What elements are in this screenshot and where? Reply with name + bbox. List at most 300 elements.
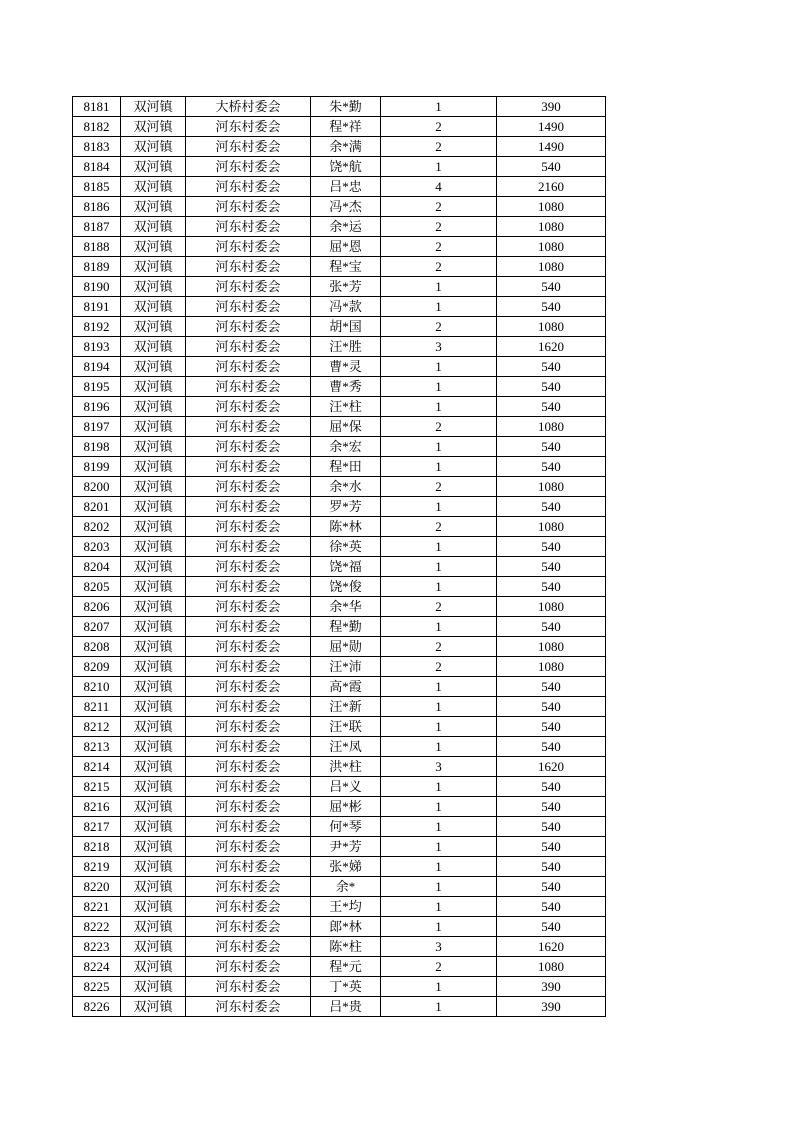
village-cell: 河东村委会 [186, 357, 311, 377]
town-cell: 双河镇 [121, 557, 186, 577]
amount-cell: 540 [497, 397, 606, 417]
town-cell: 双河镇 [121, 397, 186, 417]
town-cell: 双河镇 [121, 717, 186, 737]
town-cell: 双河镇 [121, 277, 186, 297]
name-cell: 屈*彬 [311, 797, 381, 817]
row-number-cell: 8212 [73, 717, 121, 737]
town-cell: 双河镇 [121, 617, 186, 637]
village-cell: 河东村委会 [186, 197, 311, 217]
village-cell: 河东村委会 [186, 497, 311, 517]
village-cell: 河东村委会 [186, 977, 311, 997]
table-row [73, 97, 606, 117]
count-cell: 1 [381, 997, 497, 1017]
row-number-cell: 8201 [73, 497, 121, 517]
count-cell: 2 [381, 637, 497, 657]
name-cell: 吕*贵 [311, 997, 381, 1017]
count-cell: 2 [381, 317, 497, 337]
amount-cell: 390 [497, 97, 606, 117]
spreadsheet-page [72, 96, 606, 1017]
town-cell: 双河镇 [121, 697, 186, 717]
amount-cell: 1080 [497, 477, 606, 497]
name-cell: 余* [311, 877, 381, 897]
name-cell: 汪*联 [311, 717, 381, 737]
table-row [73, 817, 606, 837]
table-row [73, 757, 606, 777]
name-cell: 余*运 [311, 217, 381, 237]
village-cell: 河东村委会 [186, 597, 311, 617]
amount-cell: 540 [497, 877, 606, 897]
row-number-cell: 8199 [73, 457, 121, 477]
count-cell: 2 [381, 257, 497, 277]
town-cell: 双河镇 [121, 137, 186, 157]
village-cell: 河东村委会 [186, 757, 311, 777]
row-number-cell: 8211 [73, 697, 121, 717]
amount-cell: 1080 [497, 217, 606, 237]
amount-cell: 540 [497, 697, 606, 717]
town-cell: 双河镇 [121, 357, 186, 377]
count-cell: 1 [381, 537, 497, 557]
name-cell: 余*宏 [311, 437, 381, 457]
name-cell: 饶*航 [311, 157, 381, 177]
row-number-cell: 8216 [73, 797, 121, 817]
town-cell: 双河镇 [121, 837, 186, 857]
table-row [73, 617, 606, 637]
table-row [73, 497, 606, 517]
amount-cell: 540 [497, 357, 606, 377]
town-cell: 双河镇 [121, 377, 186, 397]
name-cell: 汪*胜 [311, 337, 381, 357]
table-row [73, 397, 606, 417]
row-number-cell: 8189 [73, 257, 121, 277]
table-row [73, 197, 606, 217]
village-cell: 河东村委会 [186, 817, 311, 837]
count-cell: 1 [381, 617, 497, 637]
row-number-cell: 8224 [73, 957, 121, 977]
row-number-cell: 8198 [73, 437, 121, 457]
count-cell: 3 [381, 337, 497, 357]
name-cell: 罗*芳 [311, 497, 381, 517]
count-cell: 1 [381, 837, 497, 857]
village-cell: 河东村委会 [186, 417, 311, 437]
row-number-cell: 8217 [73, 817, 121, 837]
table-row [73, 517, 606, 537]
table-row [73, 997, 606, 1017]
table-row [73, 777, 606, 797]
town-cell: 双河镇 [121, 897, 186, 917]
village-cell: 河东村委会 [186, 477, 311, 497]
table-row [73, 897, 606, 917]
count-cell: 4 [381, 177, 497, 197]
row-number-cell: 8186 [73, 197, 121, 217]
name-cell: 程*祥 [311, 117, 381, 137]
row-number-cell: 8197 [73, 417, 121, 437]
table-row [73, 597, 606, 617]
name-cell: 何*琴 [311, 817, 381, 837]
amount-cell: 1620 [497, 937, 606, 957]
row-number-cell: 8223 [73, 937, 121, 957]
table-row [73, 957, 606, 977]
table-row [73, 357, 606, 377]
name-cell: 王*均 [311, 897, 381, 917]
table-row [73, 697, 606, 717]
table-row [73, 477, 606, 497]
village-cell: 河东村委会 [186, 117, 311, 137]
table-row [73, 557, 606, 577]
village-cell: 河东村委会 [186, 337, 311, 357]
village-cell: 河东村委会 [186, 297, 311, 317]
town-cell: 双河镇 [121, 817, 186, 837]
row-number-cell: 8183 [73, 137, 121, 157]
amount-cell: 1620 [497, 757, 606, 777]
row-number-cell: 8209 [73, 657, 121, 677]
village-cell: 河东村委会 [186, 517, 311, 537]
row-number-cell: 8207 [73, 617, 121, 637]
count-cell: 2 [381, 517, 497, 537]
town-cell: 双河镇 [121, 677, 186, 697]
village-cell: 河东村委会 [186, 277, 311, 297]
table-row [73, 537, 606, 557]
row-number-cell: 8203 [73, 537, 121, 557]
count-cell: 2 [381, 197, 497, 217]
row-number-cell: 8192 [73, 317, 121, 337]
town-cell: 双河镇 [121, 917, 186, 937]
town-cell: 双河镇 [121, 197, 186, 217]
count-cell: 1 [381, 457, 497, 477]
table-row [73, 317, 606, 337]
count-cell: 2 [381, 477, 497, 497]
town-cell: 双河镇 [121, 477, 186, 497]
village-cell: 河东村委会 [186, 957, 311, 977]
row-number-cell: 8193 [73, 337, 121, 357]
count-cell: 1 [381, 557, 497, 577]
amount-cell: 540 [497, 577, 606, 597]
amount-cell: 390 [497, 977, 606, 997]
count-cell: 1 [381, 97, 497, 117]
row-number-cell: 8205 [73, 577, 121, 597]
table-row [73, 217, 606, 237]
row-number-cell: 8184 [73, 157, 121, 177]
table-row [73, 297, 606, 317]
table-row [73, 857, 606, 877]
row-number-cell: 8187 [73, 217, 121, 237]
table-row [73, 657, 606, 677]
amount-cell: 540 [497, 737, 606, 757]
count-cell: 2 [381, 657, 497, 677]
name-cell: 徐*英 [311, 537, 381, 557]
table-row [73, 677, 606, 697]
count-cell: 1 [381, 697, 497, 717]
name-cell: 程*元 [311, 957, 381, 977]
name-cell: 洪*柱 [311, 757, 381, 777]
town-cell: 双河镇 [121, 997, 186, 1017]
table-row [73, 157, 606, 177]
village-cell: 河东村委会 [186, 857, 311, 877]
table-row [73, 137, 606, 157]
amount-cell: 1080 [497, 237, 606, 257]
row-number-cell: 8194 [73, 357, 121, 377]
village-cell: 河东村委会 [186, 577, 311, 597]
name-cell: 陈*柱 [311, 937, 381, 957]
row-number-cell: 8213 [73, 737, 121, 757]
table-body [73, 97, 606, 1017]
count-cell: 1 [381, 357, 497, 377]
town-cell: 双河镇 [121, 877, 186, 897]
amount-cell: 1080 [497, 657, 606, 677]
town-cell: 双河镇 [121, 97, 186, 117]
village-cell: 河东村委会 [186, 637, 311, 657]
village-cell: 河东村委会 [186, 917, 311, 937]
count-cell: 1 [381, 817, 497, 837]
amount-cell: 390 [497, 997, 606, 1017]
name-cell: 饶*福 [311, 557, 381, 577]
village-cell: 河东村委会 [186, 537, 311, 557]
row-number-cell: 8220 [73, 877, 121, 897]
town-cell: 双河镇 [121, 497, 186, 517]
name-cell: 程*田 [311, 457, 381, 477]
data-table [72, 96, 606, 1017]
count-cell: 1 [381, 897, 497, 917]
village-cell: 河东村委会 [186, 397, 311, 417]
row-number-cell: 8196 [73, 397, 121, 417]
amount-cell: 1490 [497, 117, 606, 137]
amount-cell: 540 [497, 297, 606, 317]
town-cell: 双河镇 [121, 157, 186, 177]
town-cell: 双河镇 [121, 737, 186, 757]
table-row [73, 637, 606, 657]
count-cell: 1 [381, 717, 497, 737]
amount-cell: 540 [497, 377, 606, 397]
village-cell: 河东村委会 [186, 237, 311, 257]
table-row [73, 417, 606, 437]
name-cell: 郎*林 [311, 917, 381, 937]
count-cell: 2 [381, 117, 497, 137]
count-cell: 1 [381, 397, 497, 417]
table-row [73, 797, 606, 817]
count-cell: 1 [381, 297, 497, 317]
table-row [73, 577, 606, 597]
row-number-cell: 8188 [73, 237, 121, 257]
row-number-cell: 8190 [73, 277, 121, 297]
name-cell: 冯*款 [311, 297, 381, 317]
name-cell: 余*水 [311, 477, 381, 497]
village-cell: 河东村委会 [186, 177, 311, 197]
village-cell: 河东村委会 [186, 937, 311, 957]
table-row [73, 257, 606, 277]
name-cell: 余*华 [311, 597, 381, 617]
count-cell: 2 [381, 237, 497, 257]
town-cell: 双河镇 [121, 257, 186, 277]
table-row [73, 937, 606, 957]
count-cell: 1 [381, 157, 497, 177]
town-cell: 双河镇 [121, 597, 186, 617]
amount-cell: 1620 [497, 337, 606, 357]
table-row [73, 177, 606, 197]
amount-cell: 1080 [497, 317, 606, 337]
count-cell: 1 [381, 677, 497, 697]
row-number-cell: 8218 [73, 837, 121, 857]
village-cell: 河东村委会 [186, 797, 311, 817]
amount-cell: 540 [497, 457, 606, 477]
village-cell: 河东村委会 [186, 257, 311, 277]
name-cell: 汪*柱 [311, 397, 381, 417]
amount-cell: 540 [497, 897, 606, 917]
town-cell: 双河镇 [121, 637, 186, 657]
town-cell: 双河镇 [121, 757, 186, 777]
amount-cell: 540 [497, 777, 606, 797]
town-cell: 双河镇 [121, 957, 186, 977]
village-cell: 河东村委会 [186, 837, 311, 857]
count-cell: 1 [381, 737, 497, 757]
town-cell: 双河镇 [121, 657, 186, 677]
count-cell: 1 [381, 497, 497, 517]
name-cell: 屈*勋 [311, 637, 381, 657]
table-row [73, 917, 606, 937]
count-cell: 2 [381, 217, 497, 237]
count-cell: 1 [381, 377, 497, 397]
name-cell: 屈*恩 [311, 237, 381, 257]
table-row [73, 277, 606, 297]
town-cell: 双河镇 [121, 457, 186, 477]
count-cell: 1 [381, 797, 497, 817]
town-cell: 双河镇 [121, 217, 186, 237]
count-cell: 1 [381, 277, 497, 297]
village-cell: 河东村委会 [186, 557, 311, 577]
village-cell: 河东村委会 [186, 317, 311, 337]
count-cell: 2 [381, 137, 497, 157]
amount-cell: 540 [497, 497, 606, 517]
town-cell: 双河镇 [121, 317, 186, 337]
count-cell: 1 [381, 857, 497, 877]
row-number-cell: 8210 [73, 677, 121, 697]
table-row [73, 457, 606, 477]
table-row [73, 737, 606, 757]
table-row [73, 837, 606, 857]
town-cell: 双河镇 [121, 937, 186, 957]
village-cell: 河东村委会 [186, 657, 311, 677]
name-cell: 曹*秀 [311, 377, 381, 397]
name-cell: 程*宝 [311, 257, 381, 277]
amount-cell: 540 [497, 797, 606, 817]
name-cell: 汪*新 [311, 697, 381, 717]
row-number-cell: 8182 [73, 117, 121, 137]
village-cell: 河东村委会 [186, 137, 311, 157]
village-cell: 河东村委会 [186, 457, 311, 477]
amount-cell: 540 [497, 677, 606, 697]
name-cell: 曹*灵 [311, 357, 381, 377]
town-cell: 双河镇 [121, 517, 186, 537]
count-cell: 2 [381, 417, 497, 437]
village-cell: 河东村委会 [186, 217, 311, 237]
name-cell: 张*芳 [311, 277, 381, 297]
town-cell: 双河镇 [121, 577, 186, 597]
count-cell: 2 [381, 957, 497, 977]
village-cell: 河东村委会 [186, 617, 311, 637]
village-cell: 河东村委会 [186, 897, 311, 917]
table-row [73, 377, 606, 397]
table-row [73, 977, 606, 997]
row-number-cell: 8215 [73, 777, 121, 797]
amount-cell: 540 [497, 837, 606, 857]
amount-cell: 1080 [497, 417, 606, 437]
row-number-cell: 8181 [73, 97, 121, 117]
name-cell: 张*娣 [311, 857, 381, 877]
row-number-cell: 8208 [73, 637, 121, 657]
town-cell: 双河镇 [121, 857, 186, 877]
town-cell: 双河镇 [121, 237, 186, 257]
village-cell: 大桥村委会 [186, 97, 311, 117]
row-number-cell: 8191 [73, 297, 121, 317]
town-cell: 双河镇 [121, 777, 186, 797]
village-cell: 河东村委会 [186, 437, 311, 457]
name-cell: 程*勤 [311, 617, 381, 637]
count-cell: 1 [381, 877, 497, 897]
table-row [73, 717, 606, 737]
amount-cell: 2160 [497, 177, 606, 197]
village-cell: 河东村委会 [186, 717, 311, 737]
name-cell: 吕*忠 [311, 177, 381, 197]
row-number-cell: 8221 [73, 897, 121, 917]
table-row [73, 437, 606, 457]
name-cell: 汪*凤 [311, 737, 381, 757]
town-cell: 双河镇 [121, 117, 186, 137]
amount-cell: 1080 [497, 637, 606, 657]
row-number-cell: 8222 [73, 917, 121, 937]
amount-cell: 540 [497, 617, 606, 637]
row-number-cell: 8219 [73, 857, 121, 877]
table-row [73, 117, 606, 137]
village-cell: 河东村委会 [186, 737, 311, 757]
amount-cell: 540 [497, 557, 606, 577]
count-cell: 1 [381, 437, 497, 457]
amount-cell: 1080 [497, 597, 606, 617]
town-cell: 双河镇 [121, 337, 186, 357]
amount-cell: 540 [497, 717, 606, 737]
count-cell: 3 [381, 937, 497, 957]
row-number-cell: 8206 [73, 597, 121, 617]
village-cell: 河东村委会 [186, 377, 311, 397]
amount-cell: 540 [497, 277, 606, 297]
village-cell: 河东村委会 [186, 677, 311, 697]
town-cell: 双河镇 [121, 437, 186, 457]
name-cell: 丁*英 [311, 977, 381, 997]
row-number-cell: 8226 [73, 997, 121, 1017]
town-cell: 双河镇 [121, 417, 186, 437]
amount-cell: 1490 [497, 137, 606, 157]
town-cell: 双河镇 [121, 537, 186, 557]
row-number-cell: 8225 [73, 977, 121, 997]
name-cell: 余*满 [311, 137, 381, 157]
town-cell: 双河镇 [121, 797, 186, 817]
amount-cell: 1080 [497, 957, 606, 977]
town-cell: 双河镇 [121, 297, 186, 317]
amount-cell: 540 [497, 817, 606, 837]
name-cell: 高*霞 [311, 677, 381, 697]
name-cell: 冯*杰 [311, 197, 381, 217]
amount-cell: 540 [497, 857, 606, 877]
row-number-cell: 8185 [73, 177, 121, 197]
amount-cell: 540 [497, 917, 606, 937]
village-cell: 河东村委会 [186, 997, 311, 1017]
table-row [73, 237, 606, 257]
town-cell: 双河镇 [121, 177, 186, 197]
row-number-cell: 8214 [73, 757, 121, 777]
amount-cell: 1080 [497, 197, 606, 217]
table-row [73, 337, 606, 357]
village-cell: 河东村委会 [186, 157, 311, 177]
town-cell: 双河镇 [121, 977, 186, 997]
name-cell: 尹*芳 [311, 837, 381, 857]
amount-cell: 1080 [497, 517, 606, 537]
